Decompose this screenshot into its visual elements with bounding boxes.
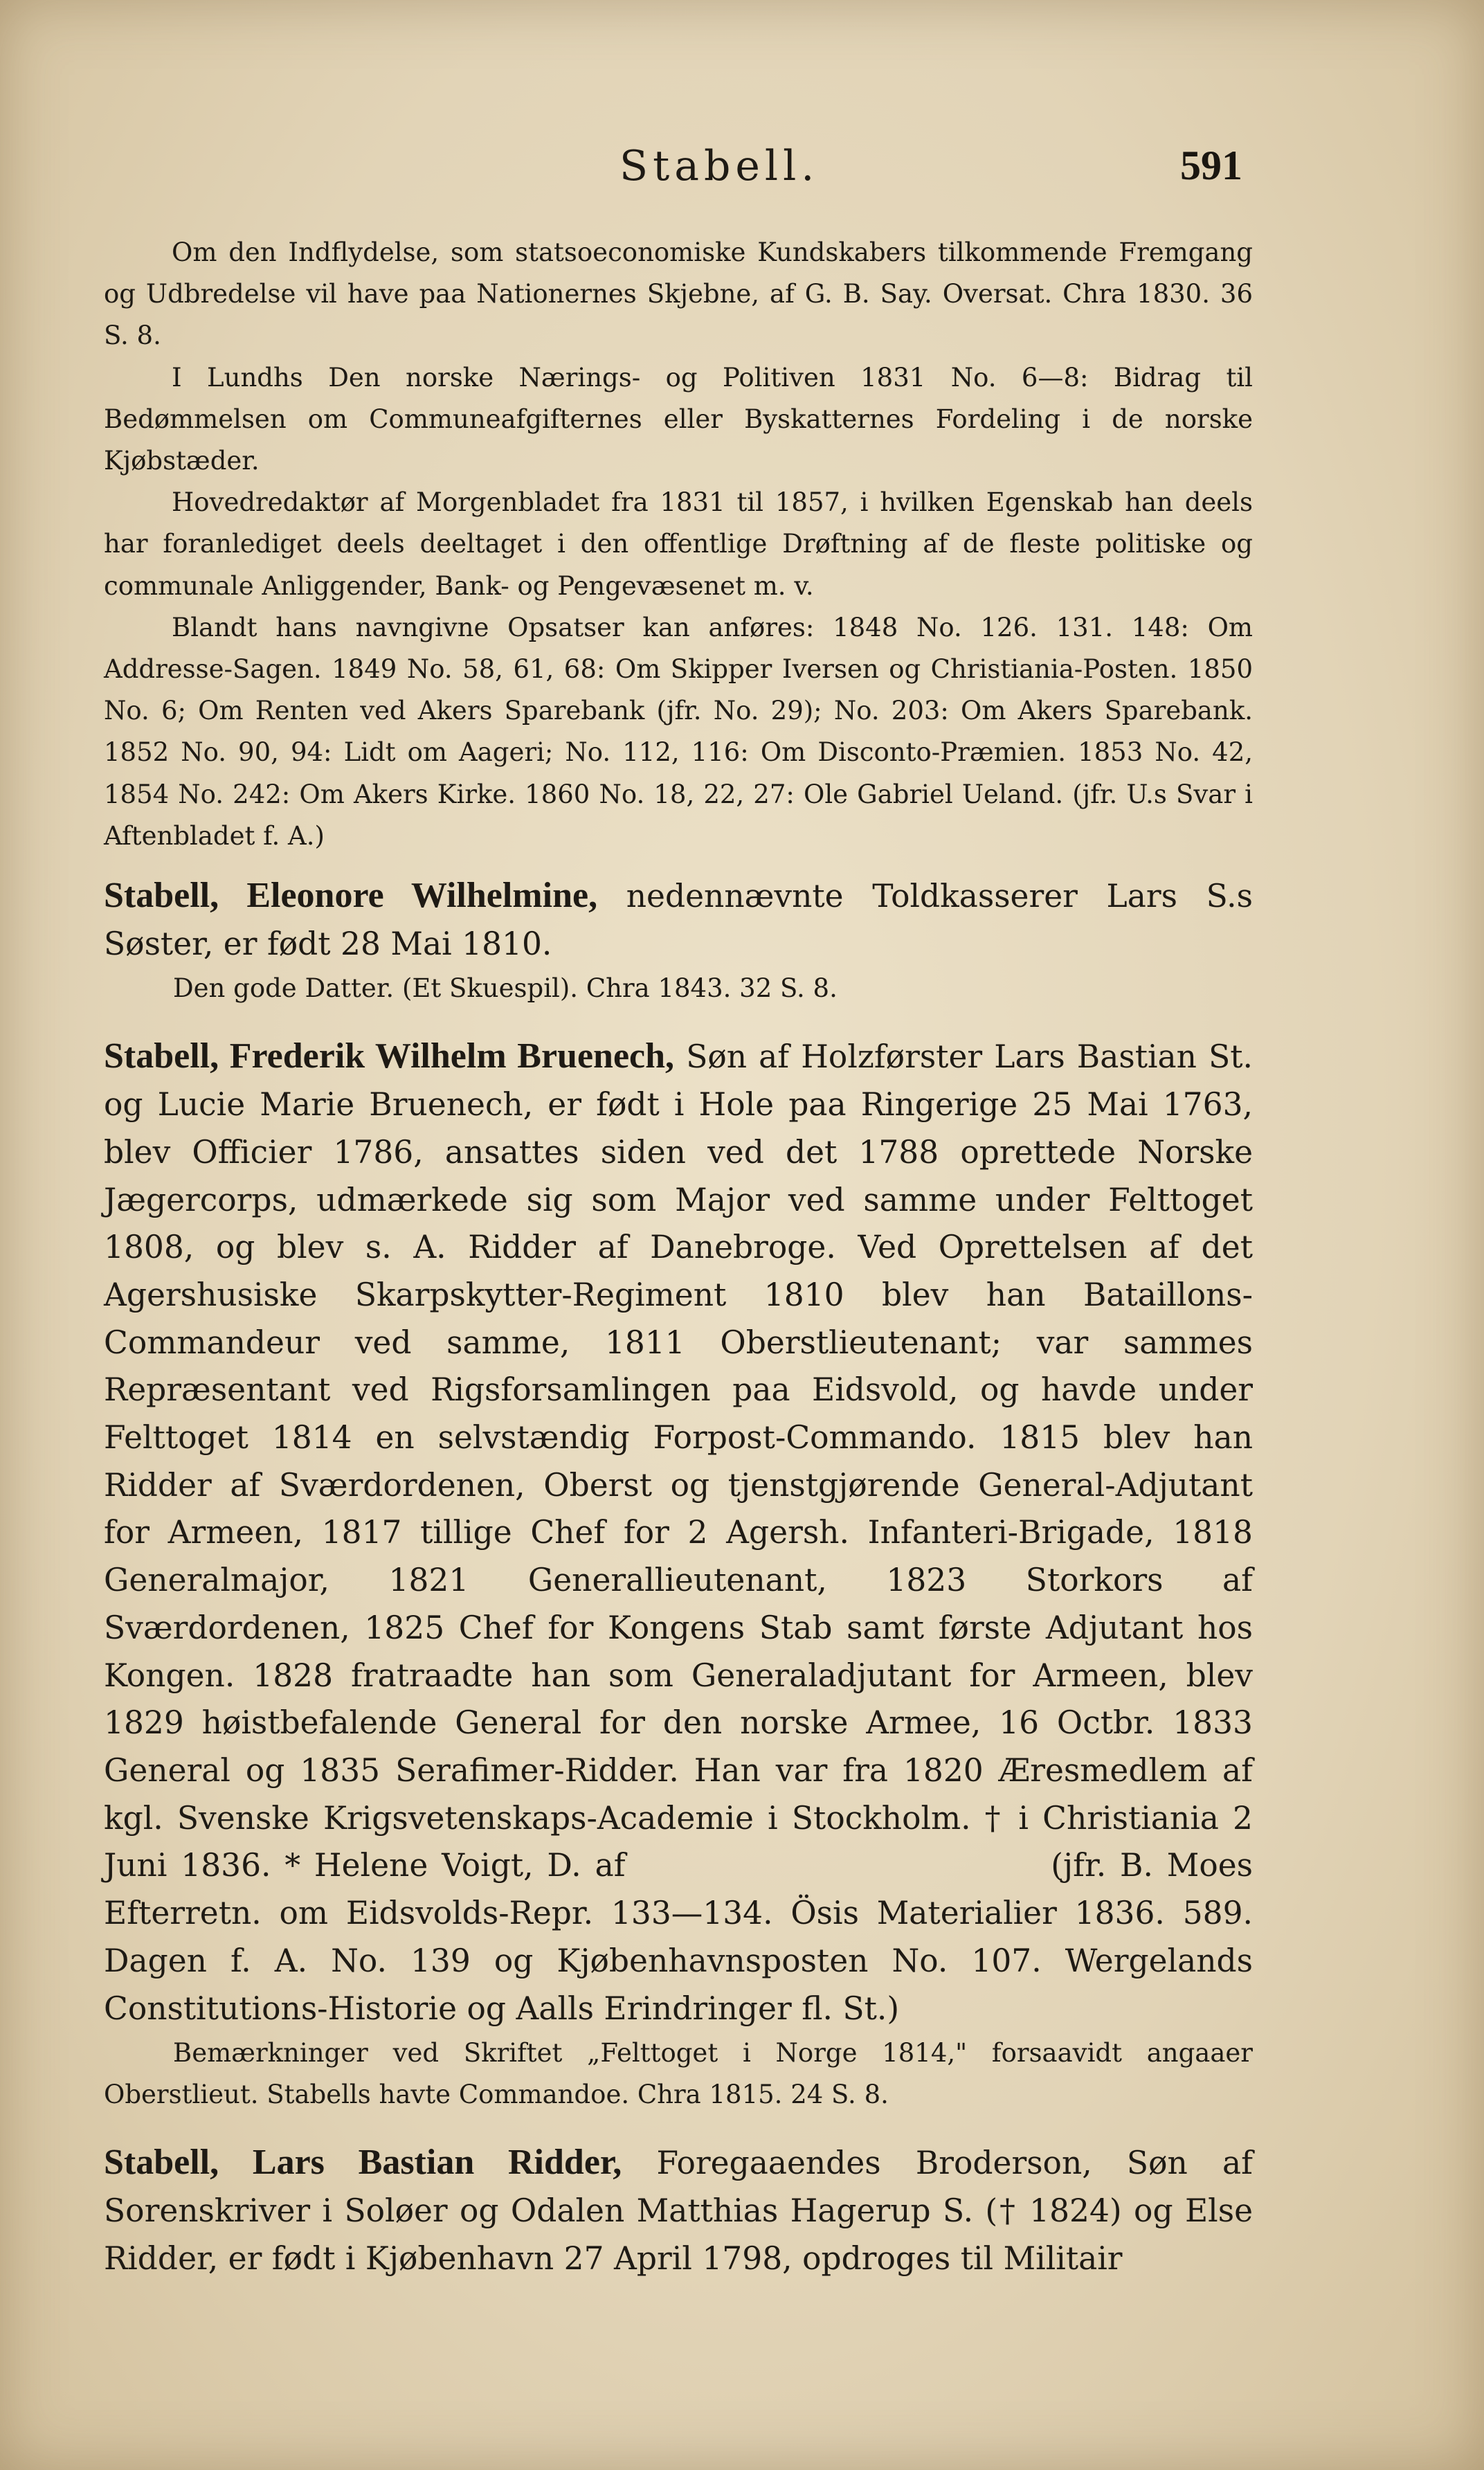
page-number: 591	[1180, 143, 1242, 188]
entry-text	[104, 872, 1253, 968]
entry-frederik	[104, 1033, 1253, 2116]
entry-heading: Stabell, Lars Bastian Ridder,	[104, 2143, 622, 2183]
articles-paragraph: Blandt hans navngivne Opsatser kan anføres: 1848 No. 126. 131. 148: Om Addresse-Sagen. 1849 No. 58, 61, 68: Om Skipper Iversen og Christiania-Posten. 1850 No. 6; Om Renten ved Akers Sparebank (jfr. No. 29); No. 203: Om Akers Sparebank. 1852 No. 90, 94: Lidt om Aageri; No. 112, 116: Om Disconto-Præmien. 1853 No. 42, 1854 No. 242: Om Akers Kirke. 1860 No. 18, 22, 27: Ole Gabriel Ueland. (jfr. U.s Svar i Aftenbladet f. A.)	[104, 612, 1253, 851]
bibliography-paragraph: Om den Indflydelse, som statsoeconomiske Kundskabers tilkommende Fremgang og Udbredelse vil have paa Nationernes Skjebne, af G. B. Say. Oversat. Chra 1830. 36 S. 8.	[104, 237, 1253, 351]
bibliography-paragraph: I Lundhs Den norske Nærings- og Politiven 1831 No. 6—8: Bidrag til Bedømmelsen om Communeafgifternes eller Byskatternes Fordeling i de norske Kjøbstæder.	[104, 362, 1253, 476]
biography-paragraph: Hovedredaktør af Morgenbladet fra 1831 til 1857, i hvilken Egenskab han deels har foranlediget deels deeltaget i den offentlige Drøftning af de fleste politiske og communale Anliggender, Bank- og Pengevæsenet m. v.	[104, 487, 1253, 601]
entry-references: (jfr. B. Moes Efterretn. om Eidsvolds-Repr. 133—134. Ösis Materialier 1836. 589. Dagen f. A. No. 139 og Kjøbenhavnsposten No. 107. Wergelands Constitutions-Historie og Aalls Erindringer fl. St.)	[104, 1847, 1254, 2027]
entry-body: Foregaaendes Broderson, Søn af Sorenskriver i Soløer og Odalen Matthias Hagerup S. († 1824) og Else Ridder, er født i Kjøbenhavn 27 April 1798, opdroges til Militair	[104, 2145, 1253, 2277]
entry-body: nedennævnte Toldkasserer Lars S.s Søster, er født 28 Mai 1810.	[104, 878, 1253, 962]
entry-text	[104, 2139, 1253, 2282]
entry-body: Søn af Holzførster Lars Bastian St. og Lucie Marie Bruenech, er født i Hole paa Ringerige 25 Mai 1763, blev Officier 1786, ansattes siden ved det 1788 oprettede Norske Jægercorps, udmærkede sig som Major ved samme under Felttoget 1808, og blev s. A. Ridder af Danebroge. Ved Oprettelsen af det Agershusiske Skarpskytter-Regiment 1810 blev han Bataillons-Commandeur ved samme, 1811 Oberstlieutenant; var sammes Repræsentant ved Rigsforsamlingen paa Eidsvold, og havde under Felttoget 1814 en selvstændig Forpost-Commando. 1815 blev han Ridder af Sværdordenen, Oberst og tjenstgjørende General-Adjutant for Armeen, 1817 tillige Chef for 2 Agersh. Infanteri-Brigade, 1818 Generalmajor, 1821 Generallieutenant, 1823 Storkors af Sværdordenen, 1825 Chef for Kongens Stab samt første Adjutant hos Kongen. 1828 fratraadte han som Generaladjutant for Armeen, blev 1829 høistbefalende General for den norske Armee, 16 Octbr. 1833 General og 1835 Serafimer-Ridder. Han var fra 1820 Æresmedlem af kgl. Svenske Krigsvetenskaps-Academie i Stockholm. † i Christiania 2 Juni 1836. * Helene Voigt, D. af	[104, 1038, 1254, 1884]
intro-section	[104, 232, 1253, 857]
entry-heading: Stabell, Frederik Wilhelm Bruenech,	[104, 1036, 675, 1076]
running-head: Stabell.	[619, 142, 820, 190]
page-header	[0, 142, 1484, 197]
entry-note: Bemærkninger ved Skriftet „Felttoget i Norge 1814," forsaavidt angaaer Oberstlieut. Stabells havte Commandoe. Chra 1815. 24 S. 8.	[104, 2038, 1253, 2110]
entry-lars	[104, 2139, 1253, 2282]
entry-eleonore	[104, 872, 1253, 1009]
page-body	[104, 232, 1253, 2282]
entry-text	[104, 1033, 1253, 2032]
entry-note: Den gode Datter. (Et Skuespil). Chra 1843. 32 S. 8.	[173, 973, 838, 1004]
entry-heading: Stabell, Eleonore Wilhelmine,	[104, 876, 598, 916]
